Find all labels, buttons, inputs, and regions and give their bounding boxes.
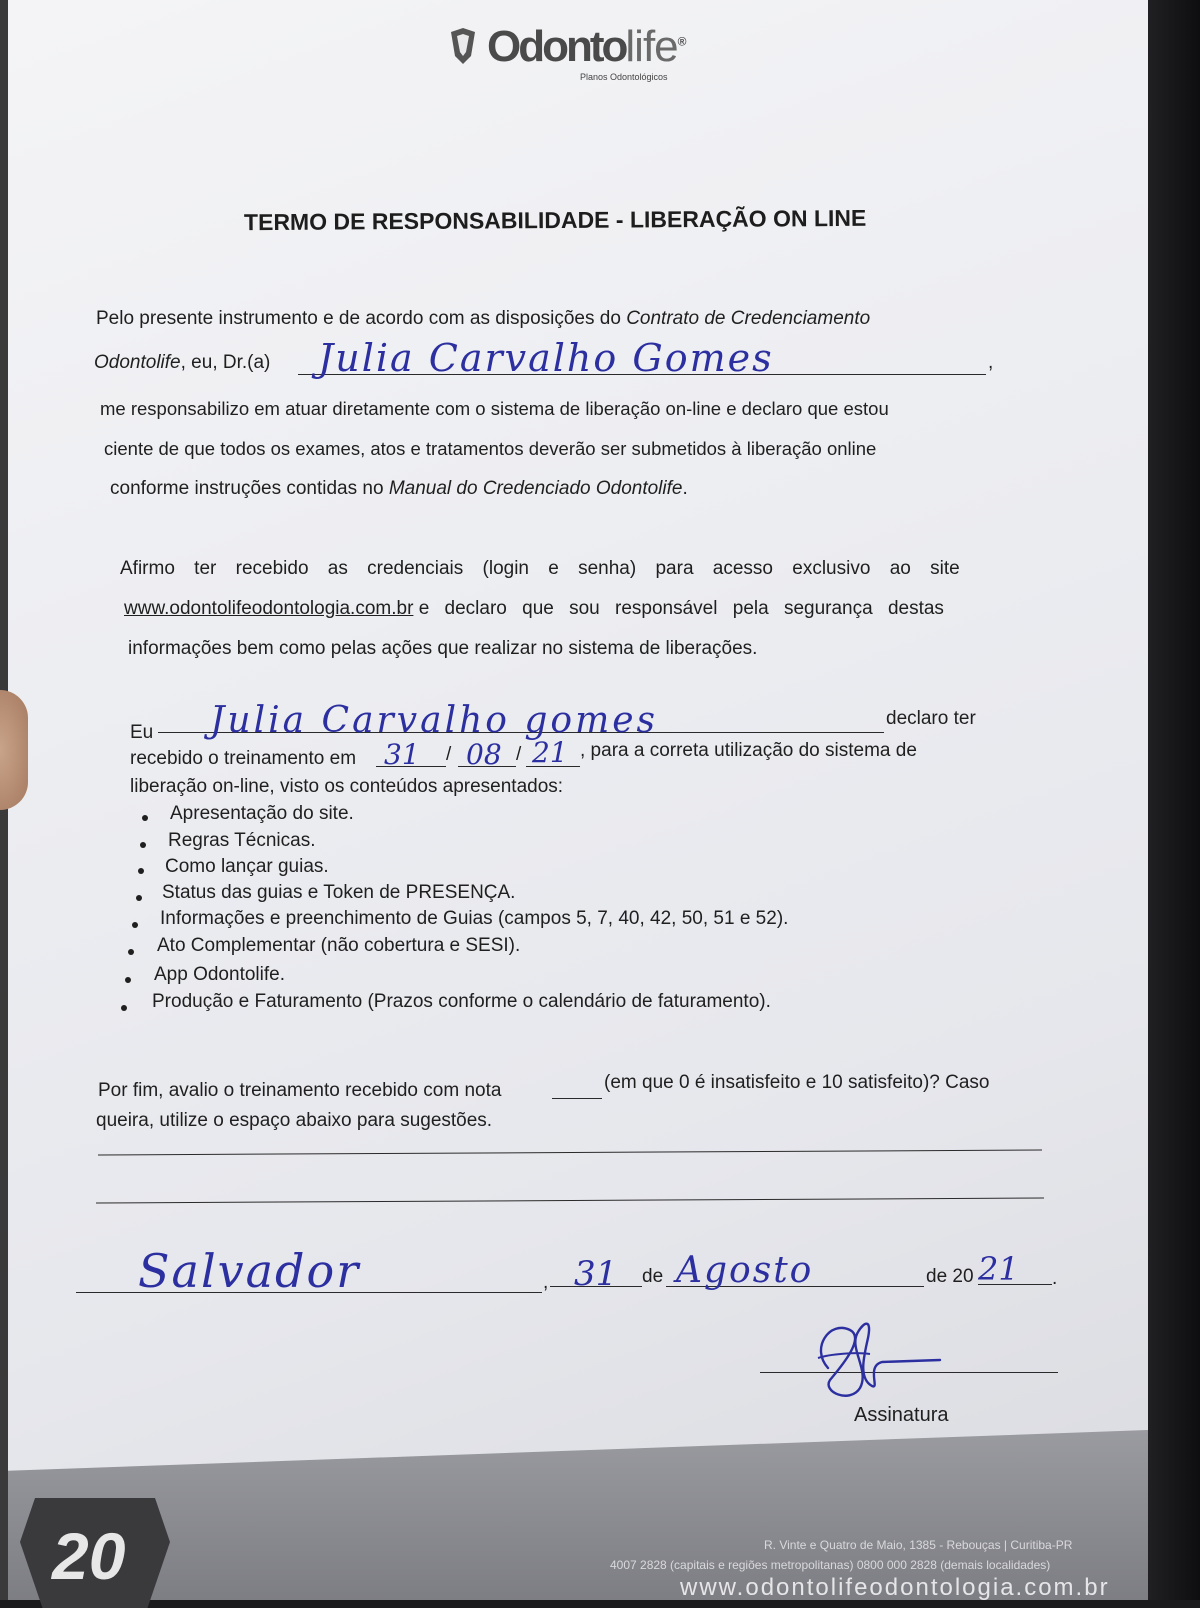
website-link[interactable]: www.odontolifeodontologia.com.br bbox=[124, 598, 414, 619]
list-item: Produção e Faturamento (Prazos conforme o calendário de faturamento). bbox=[152, 991, 771, 1012]
doctor-name-handwritten: Julia Carvalho Gomes bbox=[318, 336, 774, 380]
list-item: Como lançar guias. bbox=[165, 856, 329, 877]
city-comma: , bbox=[543, 1272, 549, 1293]
tooth-logo-icon bbox=[445, 26, 481, 66]
signing-year-handwritten: 21 bbox=[978, 1250, 1019, 1288]
para1-line1-text: Pelo presente instrumento e de acordo com as disposições do bbox=[96, 308, 621, 329]
signing-month-handwritten: Agosto bbox=[676, 1250, 814, 1291]
recebido-label: recebido o treinamento em bbox=[130, 748, 357, 769]
logo-subtitle: Planos Odontológicos bbox=[580, 72, 668, 82]
bullet-dot bbox=[128, 949, 134, 955]
document-page bbox=[8, 0, 1148, 1600]
list-item: Informações e preenchimento de Guias (campos 5, 7, 40, 42, 50, 51 e 52). bbox=[160, 908, 789, 929]
city-handwritten: Salvador bbox=[138, 1244, 361, 1298]
de-label-2: de 20 bbox=[926, 1266, 974, 1287]
badge-number: 20 bbox=[52, 1519, 126, 1593]
training-month-handwritten: 08 bbox=[466, 738, 502, 771]
para4-line2: queira, utilize o espaço abaixo para sugestões. bbox=[96, 1110, 493, 1131]
training-day-handwritten: 31 bbox=[384, 738, 420, 771]
bullet-dot bbox=[138, 868, 144, 874]
para2-line1: Afirmo ter recebido as credenciais (login e senha) para acesso exclusivo ao site bbox=[120, 558, 960, 579]
date-sep-2: / bbox=[516, 744, 522, 765]
list-item: Status das guias e Token de PRESENÇA. bbox=[162, 882, 516, 903]
logo-reg: ® bbox=[677, 34, 684, 49]
list-item: Apresentação do site. bbox=[170, 803, 354, 824]
footer-phone: 4007 2828 (capitais e regiões metropolitanas) 0800 000 2828 (demais localidades) bbox=[610, 1558, 1051, 1572]
logo-text bbox=[487, 22, 683, 72]
list-item: App Odontolife. bbox=[154, 964, 285, 985]
contract-name: Contrato de Credenciamento bbox=[626, 308, 871, 329]
signature-scribble bbox=[800, 1308, 960, 1408]
bullet-dot bbox=[140, 842, 146, 848]
document-title: TERMO DE RESPONSABILIDADE - LIBERAÇÃO ON LINE bbox=[243, 204, 867, 236]
para1-line3: me responsabilizo em atuar diretamente com o sistema de liberação on-line e declaro que estou bbox=[100, 398, 889, 419]
trainee-name-handwritten: Julia Carvalho gomes bbox=[210, 700, 659, 741]
para1-line1 bbox=[96, 308, 870, 330]
de-label-1: de bbox=[642, 1266, 664, 1287]
bullet-dot bbox=[121, 1005, 127, 1011]
para1-line5 bbox=[110, 478, 688, 500]
logo-brand-bold: Odonto bbox=[487, 22, 626, 71]
bullet-dot bbox=[132, 922, 138, 928]
date-period: . bbox=[1052, 1268, 1058, 1289]
signing-day-handwritten: 31 bbox=[574, 1254, 618, 1294]
bullet-dot bbox=[142, 815, 148, 821]
training-year-handwritten: 21 bbox=[532, 736, 568, 769]
para1-line4: ciente de que todos os exames, atos e tratamentos deverão ser submetidos à liberação online bbox=[104, 438, 877, 459]
para2-line2 bbox=[124, 598, 944, 620]
para2-line2-text: e declaro que sou responsável pela segurança destas bbox=[418, 598, 944, 619]
para2-line3: informações bem como pelas ações que realizar no sistema de liberações. bbox=[128, 638, 758, 659]
para4-line1a: Por fim, avalio o treinamento recebido com nota bbox=[98, 1080, 502, 1101]
eu-label: Eu bbox=[130, 722, 154, 743]
odontolife-italic: Odontolife bbox=[94, 352, 181, 373]
list-item: Regras Técnicas. bbox=[168, 830, 316, 851]
bullet-dot bbox=[136, 895, 142, 901]
signature-label: Assinatura bbox=[854, 1404, 949, 1426]
declaro-ter: declaro ter bbox=[886, 708, 976, 729]
para1-line2 bbox=[94, 352, 270, 374]
odontolife-logo bbox=[445, 22, 684, 88]
manual-name: Manual do Credenciado Odontolife bbox=[388, 478, 683, 499]
para1-line2-text: , eu, Dr.(a) bbox=[180, 352, 271, 373]
para1-line5-text: conforme instruções contidas no bbox=[110, 478, 384, 499]
date-sep-1: / bbox=[446, 744, 452, 765]
para4-line1b: (em que 0 é insatisfeito e 10 satisfeito)? Caso bbox=[604, 1072, 990, 1093]
rating-line bbox=[552, 1098, 602, 1099]
finger bbox=[0, 690, 28, 810]
para1-comma: , bbox=[988, 352, 994, 373]
para3-line2-end: , para a correta utilização do sistema de bbox=[580, 740, 917, 761]
footer-website: www.odontolifeodontologia.com.br bbox=[680, 1574, 1110, 1601]
logo-brand-light: life bbox=[625, 22, 678, 71]
bullet-dot bbox=[125, 977, 131, 983]
footer-address: R. Vinte e Quatro de Maio, 1385 - Rebouças | Curitiba-PR bbox=[764, 1538, 1073, 1552]
para3-line3: liberação on-line, visto os conteúdos apresentados: bbox=[130, 776, 564, 797]
list-item: Ato Complementar (não cobertura e SESI). bbox=[157, 935, 521, 956]
para1-period: . bbox=[682, 478, 688, 499]
